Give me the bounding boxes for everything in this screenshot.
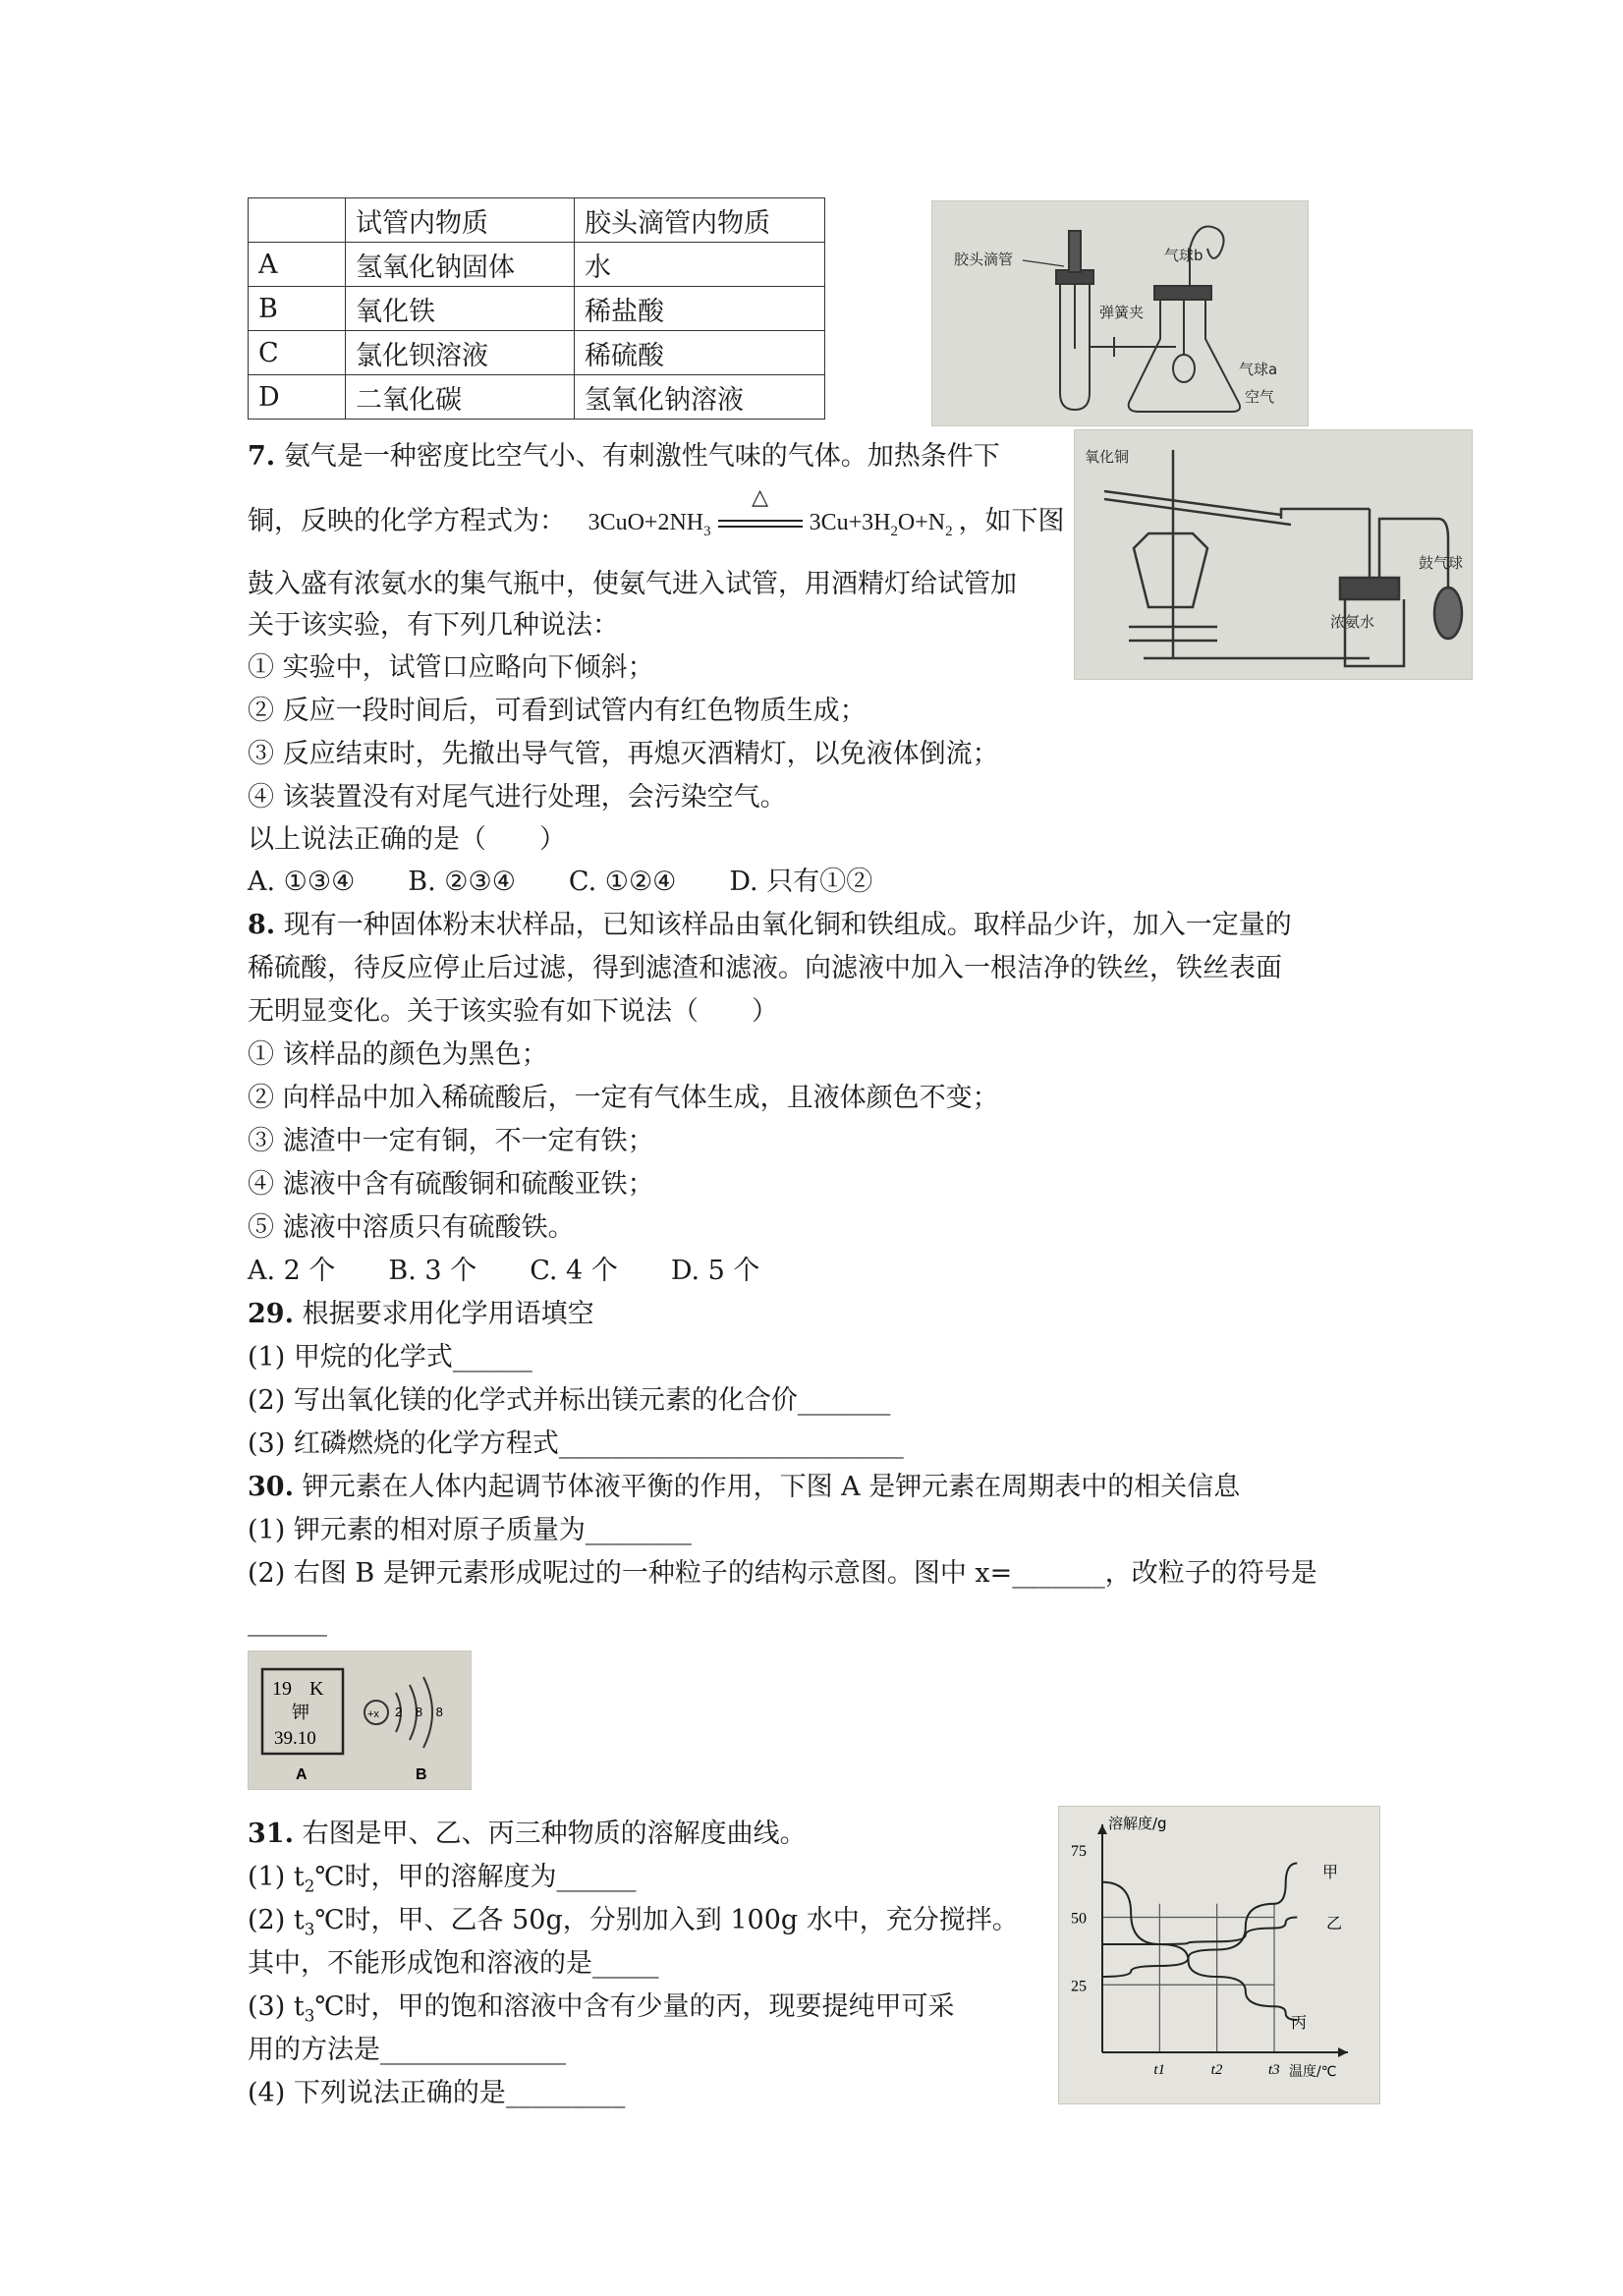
table-cell: 氢氧化钠固体 [346, 243, 575, 287]
q7-statement-2: ② 反应一段时间后，可看到试管内有红色物质生成； [248, 696, 867, 726]
q7-line1 [248, 440, 1000, 474]
eq-arrow [717, 484, 804, 539]
q8-line1 [248, 909, 1292, 942]
q8-statement-4: ④ 滤液中含有硫酸铜和硫酸亚铁； [248, 1169, 654, 1200]
q31-text: 右图是甲、乙、丙三种物质的溶解度曲线。 [302, 1819, 807, 1849]
series-label: 丙 [1291, 2013, 1308, 2032]
x-axis-arrow [1338, 2047, 1348, 2057]
table-cell: 二氧化碳 [346, 375, 575, 420]
q31-part-1 [248, 1861, 637, 1902]
q31-part-2c: 其中，不能形成饱和溶液的是_____ [248, 1948, 659, 1979]
potassium-figure [248, 1651, 472, 1790]
chart-grid [1102, 1904, 1274, 2052]
q8-number: 8. [248, 910, 276, 940]
eq-left: 3CuO+2NH [588, 510, 704, 535]
q29-text: 根据要求用化学用语填空 [302, 1299, 594, 1329]
q31-part-3 [248, 1990, 955, 2032]
table-row [249, 287, 825, 331]
q7-number: 7. [248, 441, 276, 472]
element-name: 钾 [292, 1703, 309, 1723]
q7-text-3: 鼓入盛有浓氨水的集气瓶中，使氨气进入试管，用酒精灯给试管加 [248, 569, 1017, 599]
label-b: B [416, 1766, 427, 1783]
solubility-chart [1058, 1806, 1380, 2104]
q30-number: 30. [248, 1472, 294, 1502]
label-ammonia: 浓氨水 [1330, 613, 1375, 631]
label-a: A [296, 1766, 308, 1783]
q31-p1-b: ℃时，甲的溶解度为______ [314, 1862, 637, 1892]
q30-part-2: (2) 右图 B 是钾元素形成呢过的一种粒子的结构示意图。图中 x=_______，改粒子的符号是 [248, 1558, 1317, 1589]
apparatus-figure-q7 [1074, 429, 1473, 680]
label-clamp: 弹簧夹 [1099, 304, 1145, 321]
label-air: 空气 [1245, 388, 1275, 406]
q7-line2 [248, 484, 1065, 548]
q7-text-1: 氨气是一种密度比空气小、有刺激性气味的气体。加热条件下 [283, 441, 1000, 472]
table-cell: A [249, 243, 346, 287]
series-label: 甲 [1322, 1863, 1339, 1881]
nucleus-charge: +x [367, 1708, 379, 1720]
q31-p3-sub: 3 [304, 2005, 315, 2026]
q7-text-2b: ，如下图 [958, 506, 1065, 536]
apparatus-drawing [932, 201, 1308, 425]
table-cell: C [249, 331, 346, 375]
q30-part-2-blank: ______ [248, 1606, 327, 1637]
chart-series [1102, 1864, 1297, 2021]
q31-p2-sub: 3 [304, 1919, 315, 1939]
atomic-mass: 39.10 [274, 1728, 316, 1749]
table-cell: 氢氧化钠溶液 [575, 375, 825, 420]
x-axis-label: 温度/℃ [1289, 2064, 1337, 2080]
eq-left-sub: 3 [703, 523, 711, 539]
options-table [248, 197, 825, 420]
table-cell: D [249, 375, 346, 420]
q7-options: A. ①③④ B. ②③④ C. ①②④ D. 只有①② [248, 867, 873, 897]
table-cell: 稀盐酸 [575, 287, 825, 331]
x-tick-label: t3 [1268, 2062, 1280, 2078]
table-cell: 稀硫酸 [575, 331, 825, 375]
x-tick-label: t1 [1153, 2062, 1166, 2078]
q31-p1-sub: 2 [304, 1876, 315, 1896]
table-row [249, 375, 825, 420]
q31-number: 31. [248, 1819, 294, 1849]
q29-stem [248, 1298, 594, 1331]
y-tick-label: 75 [1071, 1842, 1087, 1860]
q31-p2-a: (2) t [248, 1905, 305, 1935]
table-cell: 水 [575, 243, 825, 287]
y-axis-label: 溶解度/g [1108, 1815, 1167, 1832]
potassium-drawing [249, 1652, 471, 1789]
q29-part-1: (1) 甲烷的化学式______ [248, 1342, 532, 1372]
q8-text-3: 无明显变化。关于该实验有如下说法（ ） [248, 996, 778, 1027]
label-cuo: 氧化铜 [1085, 448, 1130, 466]
q31-p3-a: (3) t [248, 1991, 305, 2022]
apparatus-drawing [1075, 430, 1472, 679]
table-header-row [249, 198, 825, 243]
series-label: 乙 [1326, 1914, 1343, 1932]
delta-sign: △ [752, 484, 769, 509]
q31-part-4: (4) 下列说法正确的是_________ [248, 2078, 626, 2108]
y-axis-arrow [1097, 1824, 1107, 1834]
table-row [249, 331, 825, 375]
q31-p3-b: ℃时，甲的饱和溶液中含有少量的丙，现要提纯甲可采 [314, 1991, 955, 2022]
q7-statement-1: ① 实验中，试管口应略向下倾斜； [248, 652, 654, 683]
q8-statement-5: ⑤ 滤液中溶质只有硫酸铁。 [248, 1212, 575, 1243]
table-cell: 氯化钡溶液 [346, 331, 575, 375]
q30-stem [248, 1471, 1240, 1504]
label-balloon-a: 气球a [1239, 361, 1278, 378]
table-header-cell [249, 198, 346, 243]
table-cell: 氧化铁 [346, 287, 575, 331]
q7-text-4: 关于该实验，有下列几种说法： [248, 610, 619, 641]
q30-text: 钾元素在人体内起调节体液平衡的作用，下图 A 是钾元素在周期表中的相关信息 [302, 1472, 1241, 1502]
eq-right-a: 3Cu+3H [809, 510, 891, 535]
q7-question: 以上说法正确的是（ ） [248, 824, 566, 855]
q31-part-2 [248, 1904, 1019, 1945]
q8-options: A. 2 个 B. 3 个 C. 4 个 D. 5 个 [248, 1256, 760, 1286]
q7-statement-3: ③ 反应结束时，先撤出导气管，再熄灭酒精灯，以免液体倒流； [248, 739, 999, 769]
eq-right-sub1: 2 [890, 523, 898, 539]
table-header-cell: 试管内物质 [346, 198, 575, 243]
q30-part-1: (1) 钾元素的相对原子质量为________ [248, 1515, 692, 1545]
q8-statement-1: ① 该样品的颜色为黑色； [248, 1039, 548, 1070]
eq-right-sub2: 2 [945, 523, 953, 539]
atomic-number: 19 [272, 1678, 292, 1700]
table-row [249, 243, 825, 287]
label-dropper: 胶头滴管 [954, 251, 1014, 268]
y-tick-label: 25 [1071, 1978, 1087, 1995]
q29-part-3: (3) 红磷燃烧的化学方程式__________________________ [248, 1428, 904, 1459]
q31-p2-b: ℃时，甲、乙各 50g，分别加入到 100g 水中，充分搅拌。 [314, 1905, 1019, 1935]
q7-text-2a: 铜，反映的化学方程式为： [248, 506, 566, 536]
shell-electrons: 2 8 8 [395, 1705, 448, 1719]
apparatus-figure-q6 [931, 200, 1309, 426]
q29-number: 29. [248, 1299, 294, 1329]
solubility-chart-svg [1059, 1807, 1379, 2103]
q31-p1-a: (1) t [248, 1862, 305, 1892]
q7-equation [588, 484, 959, 539]
element-symbol: K [309, 1678, 324, 1700]
q31-stem [248, 1818, 807, 1851]
eq-right-b: O+N [897, 510, 946, 535]
table-cell: B [249, 287, 346, 331]
x-tick-label: t2 [1210, 2062, 1223, 2078]
q8-text-1: 现有一种固体粉末状样品，已知该样品由氧化铜和铁组成。取样品少许，加入一定量的 [283, 910, 1292, 940]
q29-part-2: (2) 写出氧化镁的化学式并标出镁元素的化合价_______ [248, 1385, 891, 1416]
label-balloon-b: 气球b [1164, 247, 1203, 264]
table-header-cell: 胶头滴管内物质 [575, 198, 825, 243]
q8-statement-2: ② 向样品中加入稀硫酸后，一定有气体生成，且液体颜色不变； [248, 1083, 999, 1113]
q31-part-3c: 用的方法是______________ [248, 2035, 566, 2065]
label-balloon: 鼓气球 [1419, 554, 1464, 572]
q7-statement-4: ④ 该装置没有对尾气进行处理，会污染空气。 [248, 782, 787, 812]
chart-text [1071, 1815, 1342, 2080]
q8-statement-3: ③ 滤渣中一定有铜，不一定有铁； [248, 1126, 654, 1156]
y-tick-label: 50 [1071, 1910, 1087, 1928]
q8-text-2: 稀硫酸，待反应停止后过滤，得到滤渣和滤液。向滤液中加入一根洁净的铁丝，铁丝表面 [248, 953, 1282, 983]
